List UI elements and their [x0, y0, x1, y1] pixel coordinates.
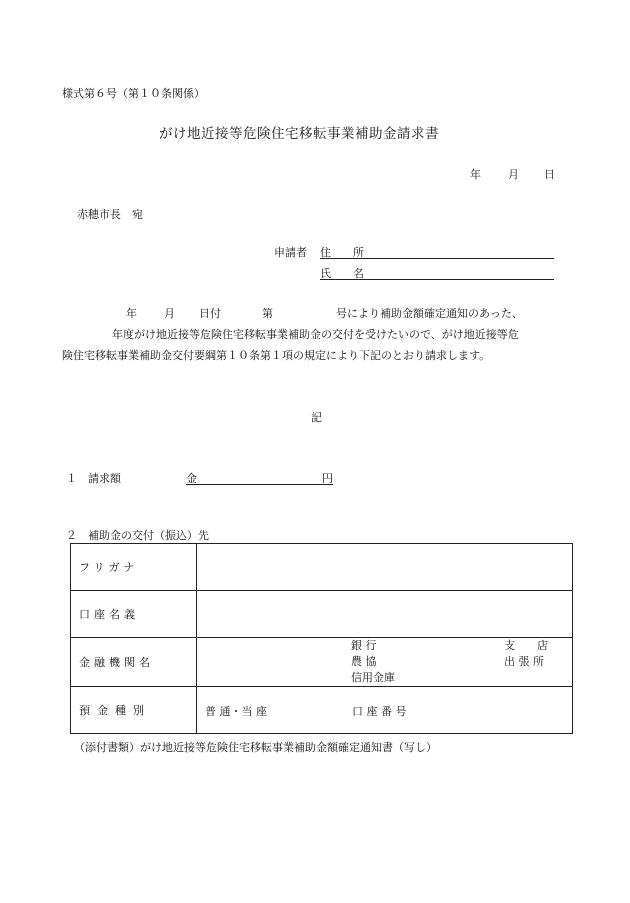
form-number: 様式第６号（第１０条関係）: [62, 87, 205, 100]
notice-number-prefix: 第: [262, 307, 273, 320]
institution-label: 金融機関名: [71, 638, 197, 687]
applicant-name-label: 氏 名: [320, 267, 364, 280]
date-year-label: 年: [470, 168, 481, 181]
account-holder-field[interactable]: [197, 591, 573, 638]
applicant-label: 申請者: [274, 246, 307, 259]
addressee: 赤穂市長 宛: [77, 208, 143, 221]
shinkin-label: 信用金庫: [351, 671, 395, 684]
item1-label: １ 請求額: [66, 472, 121, 485]
applicant-address-label: 住 所: [320, 246, 364, 259]
document-title: がけ地近接等危険住宅移転事業補助金請求書: [159, 126, 439, 142]
body-line3: 険住宅移転事業補助金交付要綱第１０条第１項の規定により下記のとおり請求します。: [62, 349, 491, 362]
ki-heading: 記: [311, 411, 322, 424]
body-line2: 年度がけ地近接等危険住宅移転事業補助金の交付を受けたいので、がけ地近接等危: [112, 328, 519, 341]
account-holder-label: 口座名義: [71, 591, 197, 638]
applicant-address-line[interactable]: [320, 244, 554, 259]
table-row: [71, 591, 573, 638]
table-row: [71, 638, 573, 687]
date-day-label: 日: [544, 168, 555, 181]
claim-amount-field[interactable]: [186, 470, 333, 485]
institution-field[interactable]: [197, 638, 573, 687]
nokyo-label: 農 協: [351, 655, 377, 668]
outlet-label: 出 張 所: [504, 655, 544, 668]
date-month-label: 月: [508, 168, 519, 181]
transfer-destination-table: [70, 543, 573, 734]
furigana-label: フリガナ: [71, 544, 197, 591]
applicant-name-line[interactable]: [320, 265, 554, 280]
deposit-type-field[interactable]: [197, 687, 573, 734]
deposit-type-value: 普 通・当 座: [205, 705, 267, 718]
table-row: [71, 687, 573, 734]
claim-amount-suffix: 円: [322, 472, 333, 485]
item2-label: ２ 補助金の交付（振込）先: [66, 529, 209, 542]
notice-month-label: 月: [164, 307, 175, 320]
bank-label: 銀 行: [351, 639, 377, 652]
notice-day-label: 日付: [199, 307, 221, 320]
furigana-field[interactable]: [197, 544, 573, 591]
branch-label: 支 店: [504, 639, 548, 652]
table-row: [71, 544, 573, 591]
claim-amount-prefix: 金: [186, 472, 197, 485]
attachment-note: （添付書類）がけ地近接等危険住宅移転事業補助金額確定通知書（写し）: [74, 741, 437, 754]
notice-year-label: 年: [126, 307, 137, 320]
account-number-label: 口 座 番 号: [352, 705, 407, 718]
notice-line1-rest: 号により補助金額確定通知のあった、: [336, 307, 523, 320]
deposit-type-label: 預金種別: [71, 687, 197, 734]
